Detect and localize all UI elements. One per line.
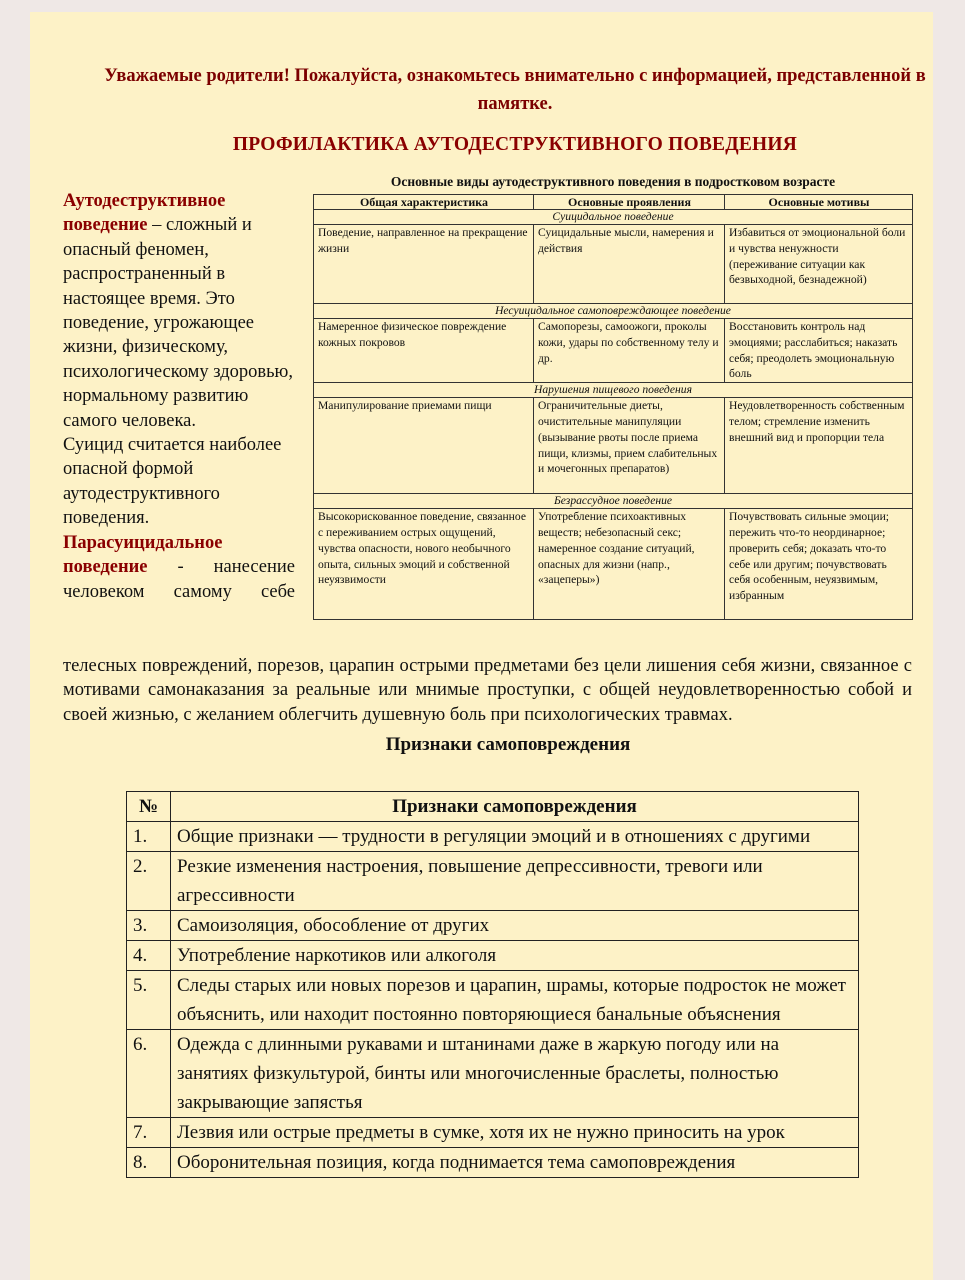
table-cell: Поведение, направленное на прекращение жизни bbox=[314, 225, 534, 304]
section-heading: Суицидальное поведение bbox=[314, 210, 913, 225]
row-number: 7. bbox=[127, 1118, 171, 1148]
types-col-header: Основные мотивы bbox=[725, 195, 913, 210]
table-row bbox=[314, 319, 913, 383]
definition-block bbox=[63, 189, 295, 604]
table-row bbox=[127, 852, 859, 911]
types-table-caption: Основные виды аутодеструктивного поведения в подростковом возрасте bbox=[390, 174, 836, 189]
row-number: 5. bbox=[127, 971, 171, 1030]
table-row bbox=[314, 398, 913, 494]
row-number: 1. bbox=[127, 822, 171, 852]
table-cell: Намеренное физическое повреждение кожных покровов bbox=[314, 319, 534, 383]
row-text: Лезвия или острые предметы в сумке, хотя их не нужно приносить на урок bbox=[171, 1118, 859, 1148]
row-text: Одежда с длинными рукавами и штанинами даже в жаркую погоду или на занятиях физкультурой, бинты или многочисленные браслеты, полностью закрывающие запястья bbox=[171, 1030, 859, 1118]
section-heading: Безрассудное поведение bbox=[314, 494, 913, 509]
definition-autodestructive: – сложный и опасный феномен, распространенный в настоящее время. Это поведение, угрожающее жизни, физическому, психологическому здоровью, нормальному развитию самого человека. bbox=[63, 215, 294, 431]
types-col-header: Общая характеристика bbox=[314, 195, 534, 210]
suicide-text: Суицид считается наиболее опасной формой аутодеструктивного поведения. bbox=[63, 435, 282, 529]
table-cell: Неудовлетворенность собственным телом; стремление изменить внешний вид и пропорции тела bbox=[725, 398, 913, 494]
table-row bbox=[127, 1118, 859, 1148]
row-text: Оборонительная позиция, когда поднимается тема самоповреждения bbox=[171, 1148, 859, 1178]
row-number: 8. bbox=[127, 1148, 171, 1178]
row-number: 2. bbox=[127, 852, 171, 911]
table-cell: Манипулирование приемами пищи bbox=[314, 398, 534, 494]
row-text: Употребление наркотиков или алкоголя bbox=[171, 941, 859, 971]
section-heading: Несуицидальное самоповреждающее поведение bbox=[314, 304, 913, 319]
row-number: 3. bbox=[127, 911, 171, 941]
col-number-header: № bbox=[127, 792, 171, 822]
intro-text: Уважаемые родители! Пожалуйста, ознакомьтесь внимательно с информацией, представленной в памятке. bbox=[104, 66, 926, 114]
table-cell: Избавиться от эмоциональной боли и чувства ненужности (переживание ситуации как безвыходной, безнадежной) bbox=[725, 225, 913, 304]
types-table bbox=[313, 194, 913, 620]
col-signs-header: Признаки самоповреждения bbox=[171, 792, 859, 822]
table-row bbox=[127, 971, 859, 1030]
row-text: Резкие изменения настроения, повышение депрессивности, тревоги или агрессивности bbox=[171, 852, 859, 911]
row-text: Общие признаки — трудности в регуляции эмоций и в отношениях с другими bbox=[171, 822, 859, 852]
row-text: Следы старых или новых порезов и царапин, шрамы, которые подросток не может объяснить, или находит постоянно повторяющиеся банальные объяснения bbox=[171, 971, 859, 1030]
definition-parasuicidal-start: - нанесение человеком самому себе bbox=[63, 557, 295, 602]
signs-heading: Признаки самоповреждения bbox=[385, 734, 631, 755]
row-number: 6. bbox=[127, 1030, 171, 1118]
table-row bbox=[127, 911, 859, 941]
term-parasuicidal: Парасуицидальное поведение bbox=[63, 532, 223, 578]
table-row bbox=[127, 941, 859, 971]
table-row bbox=[314, 225, 913, 304]
table-cell: Самопорезы, самоожоги, проколы кожи, удары по собственному телу и др. bbox=[534, 319, 725, 383]
row-text: Самоизоляция, обособление от других bbox=[171, 911, 859, 941]
table-cell: Почувствовать сильные эмоции; пережить что-то неординарное; проверить себя; доказать что-то себе или другим; почувствовать себя особенным, неуязвимым, избранным bbox=[725, 509, 913, 620]
table-cell: Высокорискованное поведение, связанное с переживанием острых ощущений, чувства опасности, нового необычного опыта, сильных эмоций и собственной неуязвимости bbox=[314, 509, 534, 620]
table-cell: Употребление психоактивных веществ; небезопасный секс; намеренное создание ситуаций, опасных для жизни (напр., «зацеперы») bbox=[534, 509, 725, 620]
table-cell: Суицидальные мысли, намерения и действия bbox=[534, 225, 725, 304]
table-cell: Восстановить контроль над эмоциями; расслабиться; наказать себя; преодолеть эмоциональную боль bbox=[725, 319, 913, 383]
types-table-header bbox=[314, 195, 913, 210]
section-heading: Нарушения пищевого поведения bbox=[314, 383, 913, 398]
types-col-header: Основные проявления bbox=[534, 195, 725, 210]
term-autodestructive: Аутодеструктивное поведение bbox=[63, 191, 226, 236]
signs-table-header bbox=[127, 792, 859, 822]
table-row bbox=[314, 509, 913, 620]
row-number: 4. bbox=[127, 941, 171, 971]
signs-table bbox=[126, 791, 859, 1178]
table-row bbox=[127, 822, 859, 852]
page-title: ПРОФИЛАКТИКА АУТОДЕСТРУКТИВНОГО ПОВЕДЕНИЯ bbox=[232, 134, 798, 155]
table-cell: Ограничительные диеты, очистительные манипуляции (вызывание рвоты после приема пищи, клизмы, прием слабительных и мочегонных препаратов) bbox=[534, 398, 725, 494]
definition-parasuicidal-rest: телесных повреждений, порезов, царапин острыми предметами без цели лишения себя жизни, связанное с мотивами самонаказания за реальные или мнимые проступки, с общей неудовлетворенностью собой и своей жизнью, с желанием облегчить душевную боль при психологических травмах. bbox=[63, 656, 912, 725]
table-row bbox=[127, 1030, 859, 1118]
table-row bbox=[127, 1148, 859, 1178]
